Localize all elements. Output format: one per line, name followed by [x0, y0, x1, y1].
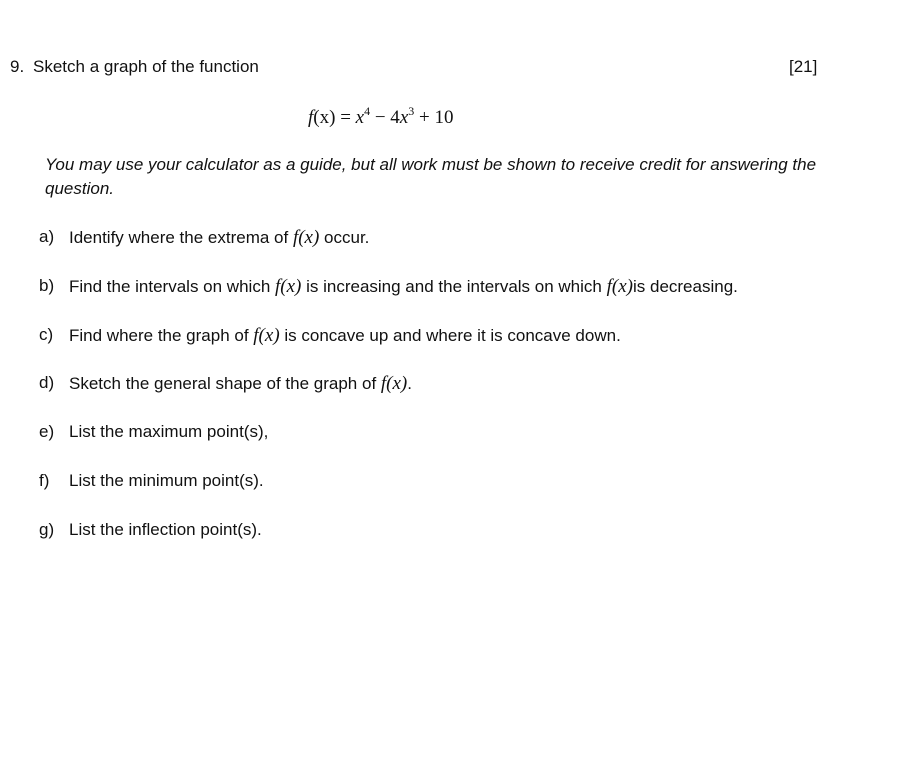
- part-text: List the maximum point(s),: [69, 422, 269, 441]
- formula-arg: (x): [313, 107, 336, 128]
- part-text-after: .: [407, 374, 412, 393]
- part-letter: g): [39, 520, 55, 539]
- part-text: List the inflection point(s).: [69, 520, 262, 539]
- part-text-after: occur.: [319, 228, 370, 247]
- part-text-before: Find where the graph of: [69, 326, 254, 345]
- math-fx: f(x): [606, 276, 633, 297]
- part-text: List the minimum point(s).: [69, 471, 264, 490]
- part-letter: c): [39, 325, 54, 344]
- formula-equals: =: [335, 107, 356, 128]
- part-text-before: Find the intervals on which: [69, 277, 275, 296]
- math-fx: f(x): [253, 325, 280, 346]
- formula-term1-base: x: [355, 107, 365, 128]
- function-formula: [308, 104, 453, 129]
- formula-term1-exp: 4: [364, 104, 371, 118]
- part-text-after: is decreasing.: [632, 277, 738, 296]
- part-text-after: is concave up and where it is concave down.: [279, 326, 621, 345]
- part-text: [69, 276, 738, 298]
- question-title: Sketch a graph of the function: [33, 57, 259, 76]
- part-letter: f): [39, 471, 50, 490]
- part-text-middle: is increasing and the intervals on which: [301, 277, 607, 296]
- part-text: [69, 373, 412, 395]
- part-text-before: Identify where the extrema of: [69, 228, 293, 247]
- part-text-before: Sketch the general shape of the graph of: [69, 374, 381, 393]
- question-points: [21]: [789, 57, 818, 76]
- formula-op2: + 10: [414, 107, 454, 128]
- part-text: [69, 227, 369, 249]
- instructions: You may use your calculator as a guide, but all work must be shown to receive credit for answering the question.: [45, 155, 817, 198]
- question-number: 9.: [10, 57, 25, 76]
- part-letter: d): [39, 373, 55, 392]
- part-text: [69, 325, 621, 347]
- part-letter: e): [39, 422, 55, 441]
- formula-term2-base: x: [399, 107, 409, 128]
- part-letter: a): [39, 227, 55, 246]
- math-fx: f(x): [292, 227, 320, 248]
- formula-func: f: [308, 107, 314, 128]
- formula-term2-exp: 3: [408, 104, 415, 118]
- math-fx: f(x): [275, 276, 302, 297]
- math-fx: f(x): [380, 373, 408, 394]
- formula-op1: − 4: [370, 107, 400, 128]
- part-letter: b): [39, 276, 55, 295]
